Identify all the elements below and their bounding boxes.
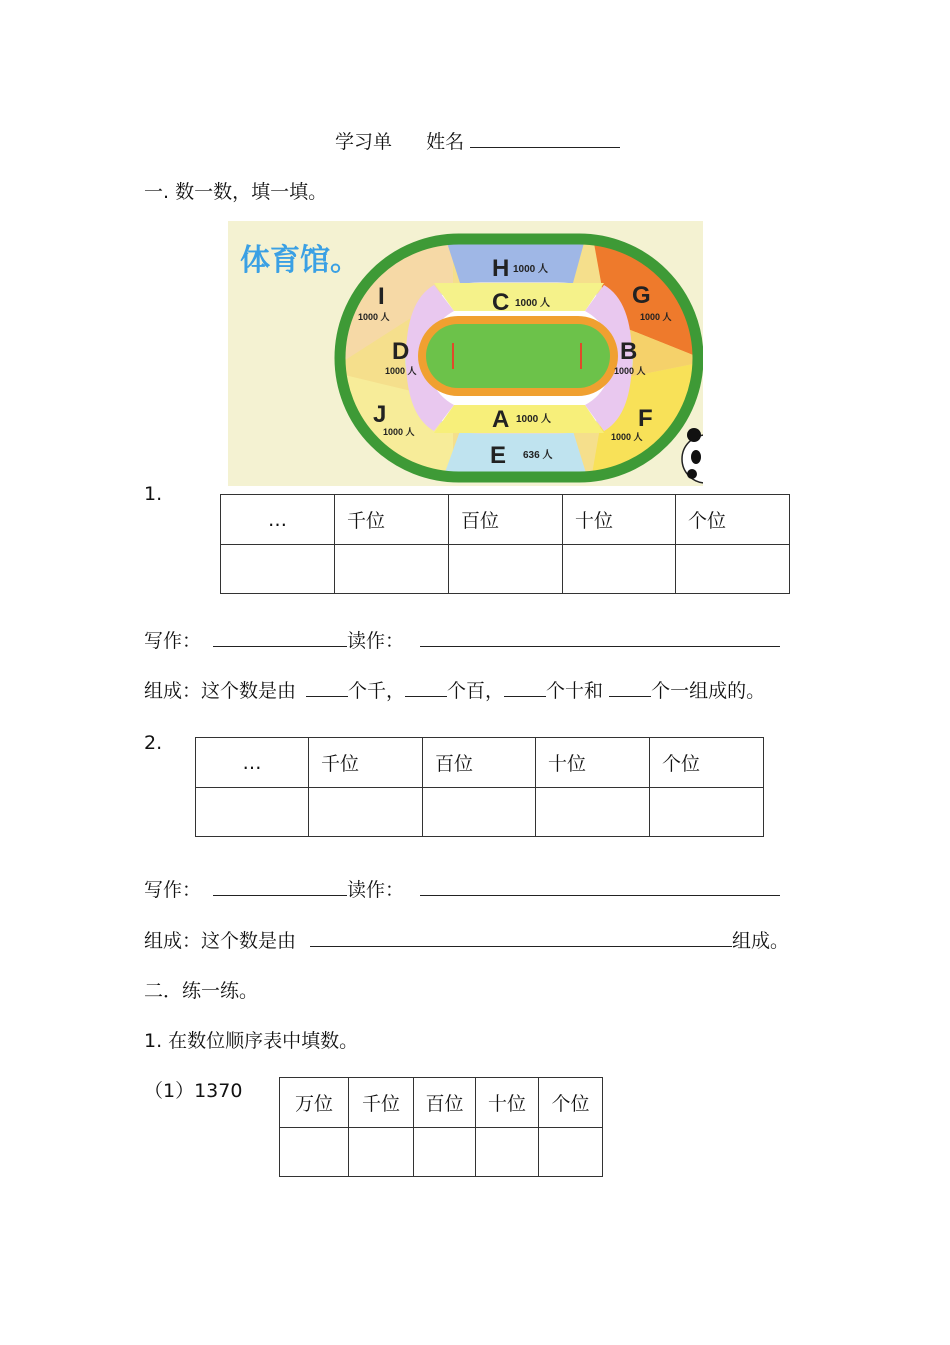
question-1-number: 1. <box>144 483 163 505</box>
section-letter-a: A <box>492 406 510 433</box>
section-count-b: 1000 人 <box>614 366 646 376</box>
write-label: 写作： <box>144 630 202 652</box>
read-blank[interactable] <box>420 877 780 896</box>
section-count-i: 1000 人 <box>358 312 390 322</box>
header-cell-more: … <box>196 738 309 788</box>
read-label: 读作： <box>347 630 405 652</box>
answer-cell[interactable] <box>476 1128 539 1177</box>
section-letter-d: D <box>392 338 410 365</box>
name-label: 姓名 <box>426 131 465 153</box>
section-letter-f: F <box>638 405 653 432</box>
q2-composition-line <box>144 928 789 953</box>
header-cell-ones: 个位 <box>650 738 764 788</box>
stadium-title: 体育馆。 <box>240 244 360 277</box>
ones-label: 个一组成的。 <box>651 680 766 702</box>
section-letter-j: J <box>373 401 387 428</box>
section2-title: 二．练一练。 <box>144 980 259 1002</box>
answer-cell[interactable] <box>280 1128 349 1177</box>
header-cell-tens: 十位 <box>476 1078 539 1128</box>
answer-cell[interactable] <box>650 788 764 837</box>
hundreds-blank[interactable] <box>405 678 447 697</box>
section-letter-c: C <box>492 289 510 316</box>
answer-cell[interactable] <box>563 545 676 594</box>
section-count-g: 1000 人 <box>640 312 672 322</box>
section-count-c: 1000 人 <box>515 298 551 309</box>
name-blank[interactable] <box>470 129 620 148</box>
tens-blank[interactable] <box>504 678 546 697</box>
write-label: 写作： <box>144 879 202 901</box>
place-value-table-2 <box>195 737 764 837</box>
section-count-j: 1000 人 <box>383 427 415 437</box>
section-letter-h: H <box>492 255 510 282</box>
composition-prefix: 组成：这个数是由 <box>144 680 297 702</box>
section-letter-g: G <box>632 282 651 309</box>
header-cell-ten-thousands: 万位 <box>280 1078 349 1128</box>
header-cell-thousands: 千位 <box>349 1078 414 1128</box>
answer-cell[interactable] <box>449 545 563 594</box>
exercise-1-item-label: （1）1370 <box>144 1080 243 1102</box>
section-count-d: 1000 人 <box>385 366 417 376</box>
answer-cell[interactable] <box>414 1128 476 1177</box>
thousands-label: 个千， <box>348 680 406 702</box>
ones-blank[interactable] <box>609 678 651 697</box>
place-value-table-1 <box>220 494 790 594</box>
header-cell-more: … <box>221 495 335 545</box>
header-cell-hundreds: 百位 <box>449 495 563 545</box>
answer-cell[interactable] <box>536 788 650 837</box>
question-2-number: 2. <box>144 732 163 754</box>
composition-prefix: 组成：这个数是由 <box>144 930 297 952</box>
exercise-1-title: 1. 在数位顺序表中填数。 <box>144 1030 359 1052</box>
stadium-diagram <box>228 221 703 486</box>
place-value-table-3 <box>279 1077 603 1177</box>
section-letter-e: E <box>490 442 507 469</box>
composition-suffix: 组成。 <box>732 930 790 952</box>
write-blank[interactable] <box>213 877 347 896</box>
hundreds-label: 个百， <box>447 680 505 702</box>
tens-label: 个十和 <box>546 680 604 702</box>
q1-composition-line <box>144 678 765 703</box>
answer-cell[interactable] <box>676 545 790 594</box>
worksheet-header <box>335 129 620 154</box>
header-cell-thousands: 千位 <box>335 495 449 545</box>
header-cell-tens: 十位 <box>563 495 676 545</box>
composition-blank[interactable] <box>310 928 732 947</box>
header-cell-hundreds: 百位 <box>414 1078 476 1128</box>
header-cell-hundreds: 百位 <box>423 738 536 788</box>
answer-cell[interactable] <box>309 788 423 837</box>
header-cell-ones: 个位 <box>676 495 790 545</box>
section-letter-b: B <box>620 338 638 365</box>
answer-cell[interactable] <box>423 788 536 837</box>
answer-cell[interactable] <box>221 545 335 594</box>
section-count-h: 1000 人 <box>513 264 549 275</box>
read-blank[interactable] <box>420 628 780 647</box>
answer-cell[interactable] <box>539 1128 603 1177</box>
section1-title: 一. 数一数，填一填。 <box>144 181 328 203</box>
read-label: 读作： <box>347 879 405 901</box>
section-count-e: 636 人 <box>523 450 553 461</box>
section-letter-i: I <box>378 283 385 310</box>
q2-write-read-line <box>144 877 780 902</box>
section-count-a: 1000 人 <box>516 414 552 425</box>
thousands-blank[interactable] <box>306 678 348 697</box>
q1-write-read-line <box>144 628 780 653</box>
write-blank[interactable] <box>213 628 347 647</box>
header-cell-tens: 十位 <box>536 738 650 788</box>
header-cell-ones: 个位 <box>539 1078 603 1128</box>
header-cell-thousands: 千位 <box>309 738 423 788</box>
answer-cell[interactable] <box>196 788 309 837</box>
answer-cell[interactable] <box>335 545 449 594</box>
section-count-f: 1000 人 <box>611 432 643 442</box>
answer-cell[interactable] <box>349 1128 414 1177</box>
page-title: 学习单 <box>335 131 393 153</box>
